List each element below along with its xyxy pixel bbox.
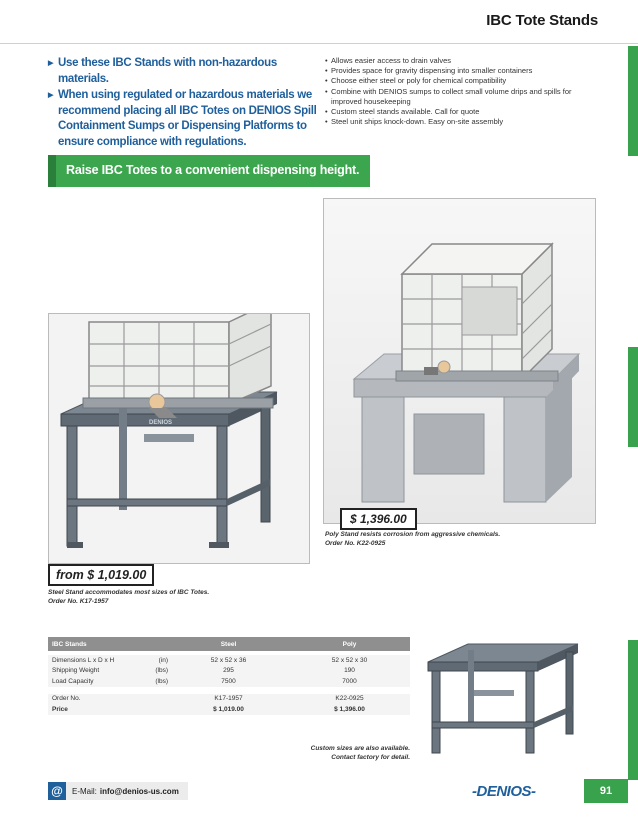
poly-caption-order-no: Order No. K22-0925 [325,539,386,547]
poly-price: $ 1,396.00 [350,512,407,526]
row-unit: (lbs) [155,667,168,675]
email-label: E-Mail: [72,786,97,796]
steel-stand-small-photo [418,630,596,760]
row-label: Dimensions L x D x H [52,656,115,664]
table-row [48,655,410,666]
table-row-price [48,704,410,715]
poly-price-tag [340,508,417,530]
header-poly: Poly [342,640,357,648]
steel-price: from $ 1,019.00 [56,568,147,582]
table-row [48,694,410,705]
denios-logo: -DENIOS- [472,783,536,800]
row-steel-value: 295 [223,667,234,675]
warning-item: ▶ Use these IBC Stands with non-hazardous materials. [48,56,318,87]
page-title: IBC Tote Stands [486,12,598,29]
poly-caption-description: Poly Stand resists corrosion from aggressive chemicals. [325,531,501,538]
steel-caption-description: Steel Stand accommodates most sizes of IBC Totes. [48,589,210,596]
warnings-list [48,56,318,151]
row-label: Price [52,705,68,713]
feature-item: • Combine with DENIOS sumps to collect small volume drips and spills for improved housekeeping [325,87,585,107]
steel-caption [48,589,209,606]
custom-note-line2: Contact factory for detail. [331,753,410,761]
row-label: Load Capacity [52,677,94,685]
spec-table-header [48,637,410,651]
row-label: Order No. [52,695,81,703]
table-row [48,666,410,677]
warning-item: ▶ When using regulated or hazardous materials we recommend placing all IBC Totes on DENIOS Spill Containment Sumps or Dispensing Platforms to ensure compliance with regulations. [48,88,318,150]
row-poly-value: $ 1,396.00 [334,705,365,713]
row-steel-value: 52 x 52 x 36 [210,656,247,664]
email-contact[interactable] [48,782,188,800]
poly-caption [325,531,500,548]
row-poly-value: 190 [344,667,355,675]
row-poly-value: K22-0925 [335,695,364,703]
row-steel-value: K17-1957 [214,695,243,703]
page-number: 91 [584,779,628,803]
at-sign-icon: @ [48,782,66,800]
row-poly-value: 52 x 52 x 30 [331,656,368,664]
row-steel-value: $ 1,019.00 [213,705,244,713]
side-tab-middle [628,347,638,447]
feature-item: • Provides space for gravity dispensing into smaller containers [325,66,585,76]
headline-banner [48,155,370,187]
row-label: Shipping Weight [52,667,100,675]
steel-caption-order-no: Order No. K17-1957 [48,597,109,605]
row-steel-value: 7500 [221,677,236,685]
feature-item: • Choose either steel or poly for chemical compatibility [325,76,585,86]
table-row [48,676,410,687]
row-unit: (lbs) [155,677,168,685]
poly-stand-photo [323,198,596,524]
custom-note-line1: Custom sizes are also available. [310,745,410,752]
side-tab-bottom [628,640,638,780]
feature-item: • Allows easier access to drain valves [325,56,585,66]
side-tab-top [628,46,638,156]
feature-item: • Custom steel stands available. Call for quote [325,107,585,117]
email-link[interactable]: info@denios-us.com [99,786,179,796]
row-poly-value: 7000 [342,677,357,685]
page-footer [0,779,638,817]
steel-price-tag [48,564,154,586]
steel-stand-photo [48,313,310,564]
row-unit: (in) [158,656,168,664]
header-steel: Steel [220,640,237,648]
page-header [0,0,638,44]
steel-stand-label: DENIOS [149,420,173,426]
banner-text: Raise IBC Totes to a convenient dispensing height. [66,163,360,177]
header-ibc-stands: IBC Stands [52,640,87,648]
spec-table [48,637,410,715]
features-list [325,56,585,127]
custom-sizes-note [311,745,410,762]
feature-item: • Steel unit ships knock-down. Easy on-site assembly [325,117,585,127]
